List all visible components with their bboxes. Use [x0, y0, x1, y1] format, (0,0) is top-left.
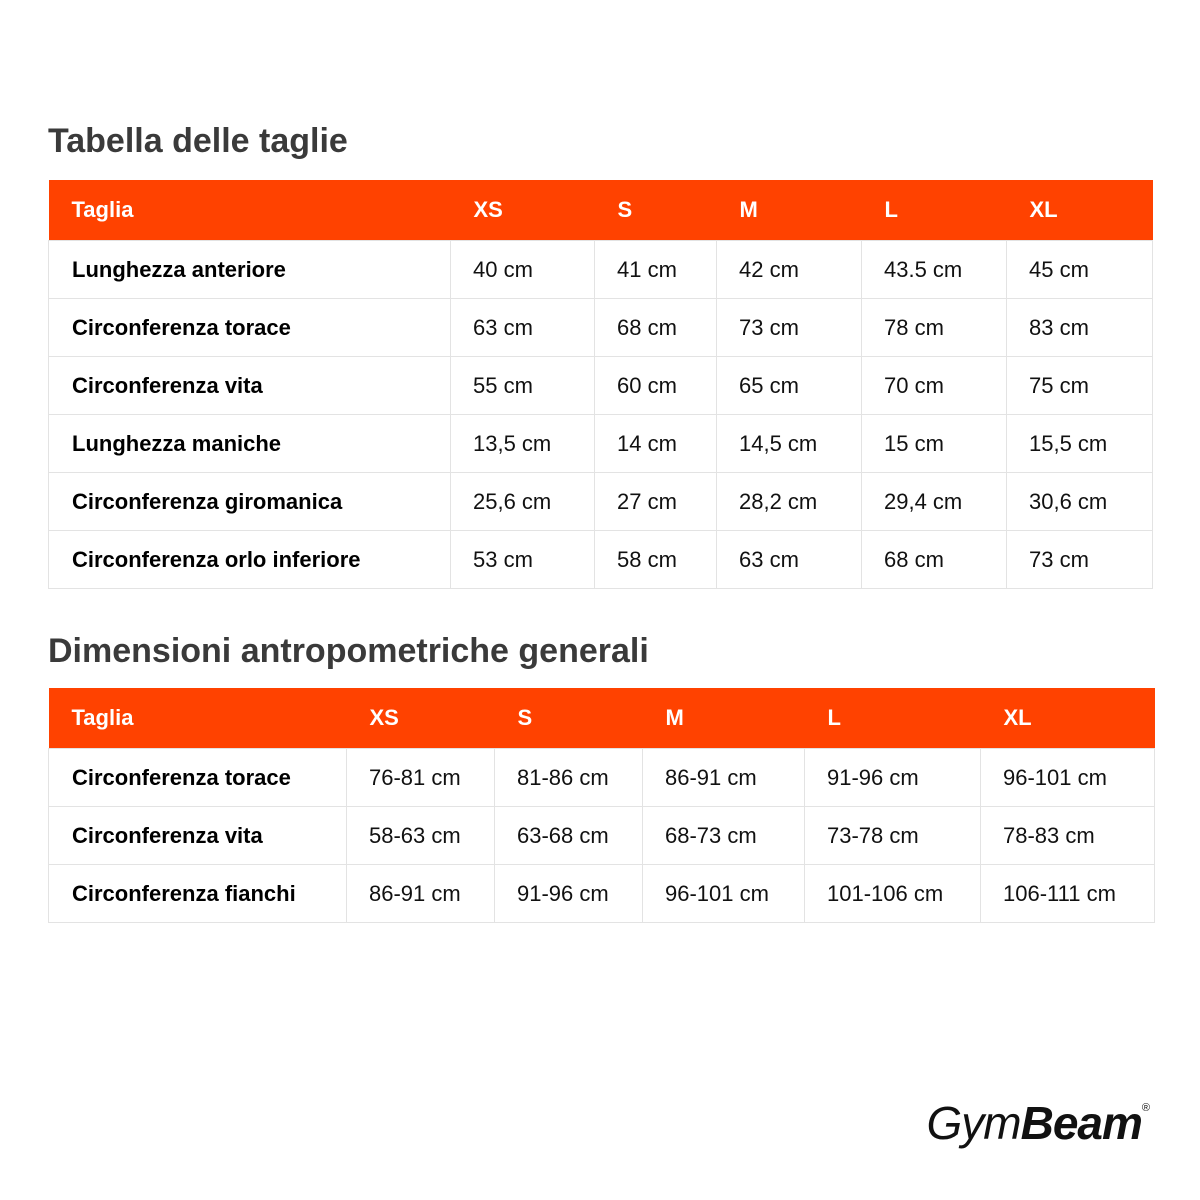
- table-row: [49, 241, 1153, 299]
- table-row: [49, 807, 1155, 865]
- row-label: Circonferenza vita: [49, 807, 347, 865]
- table-row: [49, 473, 1153, 531]
- size-chart-title: Tabella delle taglie: [48, 122, 348, 160]
- header-size-xs: XS: [451, 180, 595, 241]
- row-label: Circonferenza torace: [49, 299, 451, 357]
- registered-mark: ®: [1141, 1102, 1150, 1114]
- row-label: Circonferenza giromanica: [49, 473, 451, 531]
- table-cell: 70 cm: [862, 357, 1007, 415]
- table-row: [49, 357, 1153, 415]
- table-cell: 43.5 cm: [862, 241, 1007, 299]
- table-cell: 60 cm: [595, 357, 717, 415]
- table-cell: 40 cm: [451, 241, 595, 299]
- table-cell: 86-91 cm: [643, 749, 805, 807]
- table-cell: 29,4 cm: [862, 473, 1007, 531]
- row-label: Circonferenza orlo inferiore: [49, 531, 451, 589]
- anthropometric-chart-table: [48, 688, 1155, 923]
- table-cell: 68 cm: [595, 299, 717, 357]
- table-row: [49, 749, 1155, 807]
- table-cell: 14 cm: [595, 415, 717, 473]
- table-cell: 73 cm: [717, 299, 862, 357]
- table-cell: 58 cm: [595, 531, 717, 589]
- table-cell: 81-86 cm: [495, 749, 643, 807]
- header-size-l: L: [862, 180, 1007, 241]
- table-cell: 15 cm: [862, 415, 1007, 473]
- table-cell: 75 cm: [1007, 357, 1153, 415]
- table-cell: 55 cm: [451, 357, 595, 415]
- anthropometric-chart-title: Dimensioni antropometriche generali: [48, 632, 649, 670]
- table-cell: 96-101 cm: [981, 749, 1155, 807]
- header-size-label: Taglia: [49, 688, 347, 749]
- header-size-xl: XL: [981, 688, 1155, 749]
- table-row: [49, 299, 1153, 357]
- header-size-s: S: [595, 180, 717, 241]
- header-size-m: M: [643, 688, 805, 749]
- table-cell: 58-63 cm: [347, 807, 495, 865]
- header-size-s: S: [495, 688, 643, 749]
- header-size-label: Taglia: [49, 180, 451, 241]
- table-cell: 13,5 cm: [451, 415, 595, 473]
- table-cell: 78 cm: [862, 299, 1007, 357]
- table-cell: 73 cm: [1007, 531, 1153, 589]
- table-cell: 91-96 cm: [805, 749, 981, 807]
- table-cell: 63-68 cm: [495, 807, 643, 865]
- row-label: Circonferenza vita: [49, 357, 451, 415]
- table-cell: 53 cm: [451, 531, 595, 589]
- header-size-m: M: [717, 180, 862, 241]
- logo-text-bold: Beam: [1020, 1097, 1142, 1149]
- table-cell: 101-106 cm: [805, 865, 981, 923]
- table-cell: 14,5 cm: [717, 415, 862, 473]
- table-cell: 76-81 cm: [347, 749, 495, 807]
- row-label: Lunghezza maniche: [49, 415, 451, 473]
- table-cell: 83 cm: [1007, 299, 1153, 357]
- table-cell: 68 cm: [862, 531, 1007, 589]
- table-cell: 28,2 cm: [717, 473, 862, 531]
- size-chart-table: [48, 180, 1153, 589]
- table-row: [49, 865, 1155, 923]
- table-cell: 73-78 cm: [805, 807, 981, 865]
- table-header-row: [49, 688, 1155, 749]
- logo-text-light: Gym: [926, 1097, 1021, 1149]
- table-cell: 45 cm: [1007, 241, 1153, 299]
- table-cell: 78-83 cm: [981, 807, 1155, 865]
- table-cell: 68-73 cm: [643, 807, 805, 865]
- table-row: [49, 531, 1153, 589]
- table-header-row: [49, 180, 1153, 241]
- table-cell: 63 cm: [717, 531, 862, 589]
- header-size-l: L: [805, 688, 981, 749]
- table-cell: 25,6 cm: [451, 473, 595, 531]
- row-label: Lunghezza anteriore: [49, 241, 451, 299]
- table-cell: 86-91 cm: [347, 865, 495, 923]
- table-cell: 106-111 cm: [981, 865, 1155, 923]
- table-cell: 27 cm: [595, 473, 717, 531]
- table-cell: 42 cm: [717, 241, 862, 299]
- row-label: Circonferenza torace: [49, 749, 347, 807]
- gymbeam-logo: [926, 1096, 1150, 1150]
- header-size-xs: XS: [347, 688, 495, 749]
- header-size-xl: XL: [1007, 180, 1153, 241]
- table-row: [49, 415, 1153, 473]
- table-cell: 15,5 cm: [1007, 415, 1153, 473]
- table-cell: 96-101 cm: [643, 865, 805, 923]
- table-cell: 41 cm: [595, 241, 717, 299]
- table-cell: 30,6 cm: [1007, 473, 1153, 531]
- table-cell: 63 cm: [451, 299, 595, 357]
- table-cell: 91-96 cm: [495, 865, 643, 923]
- row-label: Circonferenza fianchi: [49, 865, 347, 923]
- table-cell: 65 cm: [717, 357, 862, 415]
